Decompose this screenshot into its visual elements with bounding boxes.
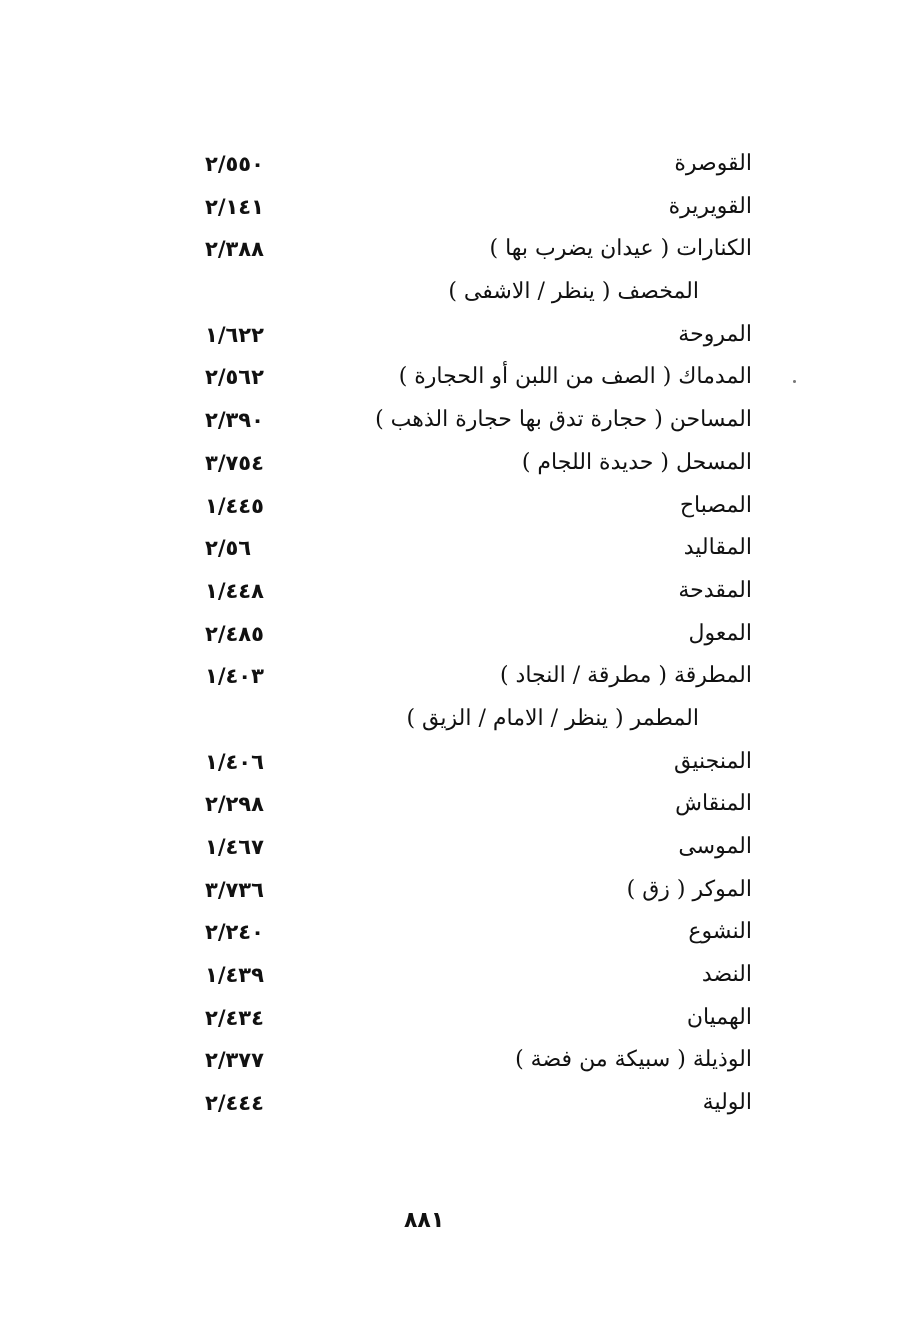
- page-number: ٨٨١: [404, 1208, 445, 1233]
- entry-reference: ٢/١٤١: [205, 194, 264, 219]
- index-entry: [0, 828, 909, 871]
- entry-reference: ٢/٢٩٨: [205, 792, 264, 817]
- entry-reference: ٣/٧٥٤: [205, 450, 264, 475]
- entry-term: المنجنيق: [674, 748, 752, 774]
- entry-term: المقاليد: [683, 535, 752, 561]
- entry-reference: ١/٤٠٣: [205, 664, 264, 689]
- entry-term: المدماك ( الصف من اللبن أو الحجارة ): [398, 364, 752, 390]
- index-entry: [0, 743, 909, 786]
- entry-reference: ٢/٣٧٧: [205, 1048, 264, 1073]
- entry-term: المساحن ( حجارة تدق بها حجارة الذهب ): [375, 407, 752, 433]
- index-entry: [0, 188, 909, 231]
- entry-term: القوصرة: [674, 151, 752, 176]
- entry-reference: ٣/٧٣٦: [205, 877, 264, 902]
- entry-reference: ٢/٤٣٤: [205, 1005, 264, 1030]
- index-list: [0, 145, 909, 1127]
- entry-reference: ١/٤٤٨: [205, 578, 264, 603]
- entry-term: الموكر ( زق ): [626, 876, 752, 902]
- index-entry: [0, 572, 909, 615]
- index-entry: [0, 657, 909, 700]
- entry-term: المعول: [688, 620, 752, 646]
- entry-reference: ٢/٥٥٠: [205, 152, 264, 176]
- index-entry: [0, 700, 909, 743]
- entry-reference: ٢/٤٨٥: [205, 621, 264, 646]
- entry-reference: ١/٤٠٦: [205, 749, 264, 774]
- index-entry: [0, 529, 909, 572]
- entry-reference: ٢/٥٦٢: [205, 365, 264, 390]
- ink-speck: [793, 380, 796, 383]
- index-entry: [0, 401, 909, 444]
- entry-term: المطمر ( ينظر / الامام / الزيق ): [406, 705, 699, 731]
- index-entry: [0, 1041, 909, 1084]
- entry-reference: ٢/٣٨٨: [205, 237, 264, 262]
- index-entry: [0, 956, 909, 999]
- entry-term: المخصف ( ينظر / الاشفى ): [448, 279, 699, 305]
- entry-term: المروحة: [678, 321, 752, 347]
- entry-term: القويريرة: [668, 193, 752, 219]
- entry-reference: ٢/٢٤٠: [205, 920, 264, 945]
- entry-term: الوذيلة ( سبيكة من فضة ): [515, 1047, 752, 1073]
- entry-reference: ١/٤٦٧: [205, 835, 264, 859]
- index-entry: [0, 316, 909, 359]
- entry-term: المقدحة: [678, 577, 752, 603]
- entry-term: الكنارات ( عيدان يضرب بها ): [489, 236, 752, 262]
- index-entry: [0, 913, 909, 956]
- entry-term: المنقاش: [675, 791, 752, 817]
- index-entry: [0, 145, 909, 188]
- entry-term: المطرقة ( مطرقة / النجاد ): [499, 663, 752, 689]
- entry-reference: ٢/٥٦: [205, 536, 252, 561]
- index-entry: [0, 871, 909, 914]
- entry-term: الموسى: [678, 834, 752, 859]
- entry-term: الولية: [702, 1090, 752, 1116]
- index-entry: [0, 273, 909, 316]
- entry-term: النضد: [701, 962, 752, 988]
- entry-reference: ٢/٣٩٠: [205, 408, 264, 433]
- entry-term: المسحل ( حديدة اللجام ): [521, 449, 752, 475]
- index-entry: [0, 358, 909, 401]
- entry-reference: ٢/٤٤٤: [205, 1091, 264, 1116]
- index-entry: [0, 999, 909, 1042]
- entry-reference: ١/٦٢٢: [205, 322, 264, 347]
- entry-term: النشوع: [688, 919, 752, 945]
- index-entry: [0, 444, 909, 487]
- index-entry: [0, 1084, 909, 1127]
- index-entry: [0, 615, 909, 658]
- entry-term: المصباح: [679, 492, 752, 518]
- index-entry: [0, 785, 909, 828]
- index-entry: [0, 487, 909, 530]
- index-entry: [0, 230, 909, 273]
- entry-term: الهميان: [686, 1004, 752, 1030]
- entry-reference: ١/٤٣٩: [205, 963, 264, 988]
- entry-reference: ١/٤٤٥: [205, 493, 264, 518]
